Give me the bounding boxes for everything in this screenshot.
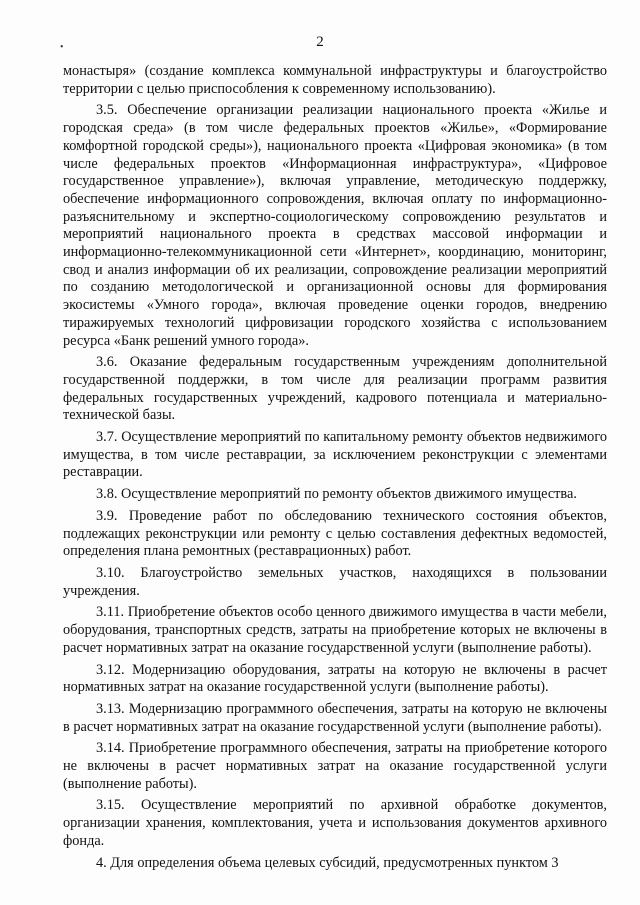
paragraph-continuation: монастыря» (создание комплекса коммунальной инфраструктуры и благоустройство территории с целью приспособления к современному использованию). [63,63,607,97]
paragraph-3-12: 3.12. Модернизацию оборудования, затраты на которую не включены в расчет нормативных затрат на оказание государственной услуги (выполнение работы). [63,661,607,696]
paragraph-3-11: 3.11. Приобретение объектов особо ценного движимого имущества в части мебели, оборудования, транспортных средств, затраты на приобретение которых не включены в расчет нормативных затрат на оказание государственной услуги (выполнение работы). [63,604,607,656]
paragraph-3-5: 3.5. Обеспечение организации реализации национального проекта «Жилье и городская среда» (в том числе федеральных проектов «Жилье», «Формирование комфортной городской среды»), национального проекта «Цифровая экономика» (в том числе федеральных проектов «Информационная инфраструктура», «Цифровое государственное управление»), включая управление, методическую поддержку, обеспечение информационного сопровождения, включая оплату по информационно-разъяснительному и экспертно-социологическому сопровождению результатов и мероприятий национального проекта в средствах массовой информации и информационно-телекоммуникационной сети «Интернет», координацию, мониторинг, свод и анализ информации об их реализации, сопровождение реализации мероприятий по созданию методологической и организационной основы для формирования экосистемы «Умного города», включая проведение оценки городов, внедрению тиражируемых технологий цифровизации городского хозяйства с использованием ресурса «Банк решений умного города». [63,102,607,349]
paragraph-3-10: 3.10. Благоустройство земельных участков, находящихся в пользовании учреждения. [63,564,607,599]
document-body [63,63,607,876]
margin-mark: • [60,42,64,53]
paragraph-3-9: 3.9. Проведение работ по обследованию технического состояния объектов, подлежащих реконструкции или ремонту с целью составления дефектных ведомостей, определения плана ремонтных (реставрационных) работ. [63,507,607,560]
paragraph-3-14: 3.14. Приобретение программного обеспечения, затраты на приобретение которого не включены в расчет нормативных затрат на оказание государственной услуги (выполнение работы). [63,740,607,792]
paragraph-3-6: 3.6. Оказание федеральным государственным учреждениям дополнительной государственной поддержки, в том числе для реализации программ развития федеральных государственных учреждений, кадрового потенциала и материально-технической базы. [63,354,607,424]
paragraph-3-15: 3.15. Осуществление мероприятий по архивной обработке документов, организации хранения, комплектования, учета и использования документов архивного фонда. [63,797,607,849]
paragraph-3-13: 3.13. Модернизацию программного обеспечения, затраты на которую не включены в расчет нормативных затрат на оказание государственной услуги (выполнение работы). [63,700,607,735]
paragraph-3-8: 3.8. Осуществление мероприятий по ремонту объектов движимого имущества. [96,486,577,503]
paragraph-3-7: 3.7. Осуществление мероприятий по капитальному ремонту объектов недвижимого имущества, в том числе реставрации, за исключением реконструкции с элементами реставрации. [63,429,607,481]
page-number: 2 [316,34,324,50]
paragraph-4: 4. Для определения объема целевых субсидий, предусмотренных пунктом 3 [96,854,559,871]
